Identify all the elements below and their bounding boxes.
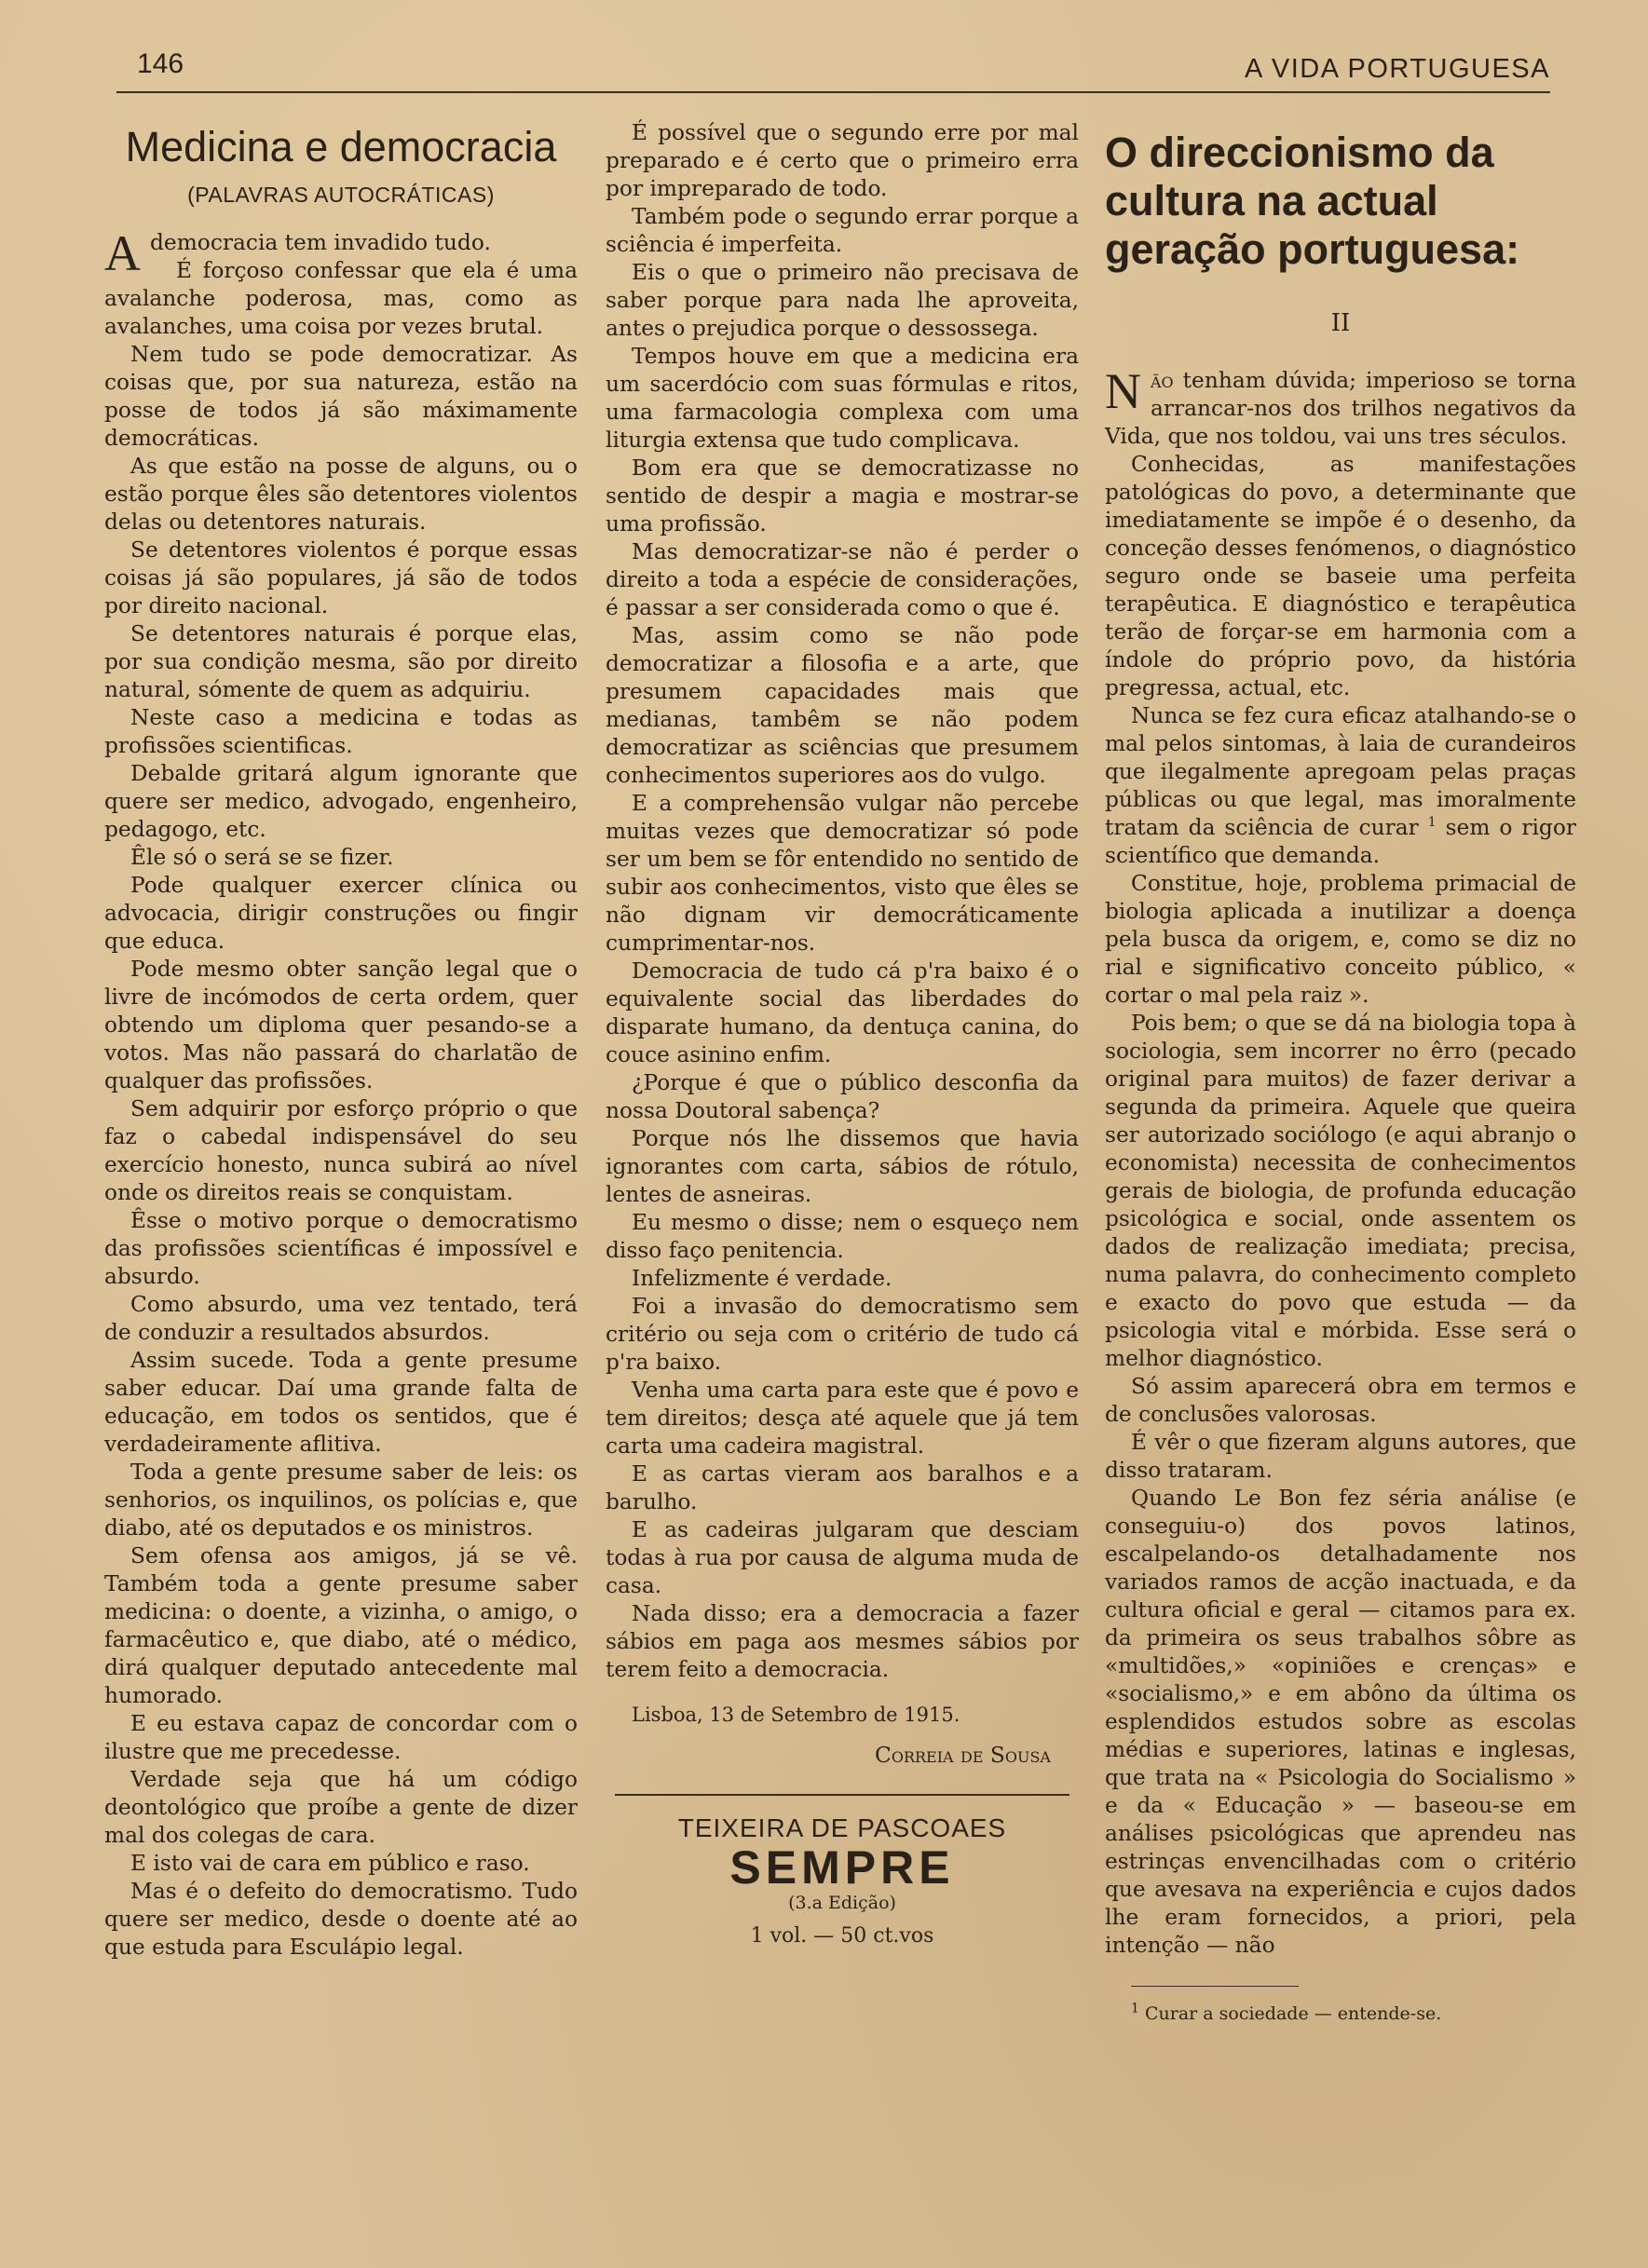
article-title-direccionismo: O direccionismo da cultura na actual geração portuguesa: — [1105, 129, 1520, 273]
column-3 — [1105, 119, 1576, 2028]
paragraph: Conhecidas, as manifestações patológicas do povo, a determinante que imediatamente se impõe é o desenho, da conceção desses fenómenos, o diagnóstico seguro onde se baseie uma perfeita terapêutica. E diagnóstico e terapêutica terão de forçar-se em harmonia com a índole do próprio povo, da história pregressa, actual, etc. — [1105, 452, 1576, 700]
paragraph: Nada disso; era a democracia a fazer sábios em paga aos mesmes sábios por terem feito a democracia. — [606, 1601, 1079, 1682]
book-advert — [606, 1814, 1079, 1950]
paragraph: Infelizmente é verdade. — [632, 1266, 892, 1291]
separator-rule — [615, 1794, 1069, 1796]
dateline: Lisboa, 13 de Setembro de 1915. — [632, 1704, 960, 1726]
paragraph: Também pode o segundo errar porque a sciência é imperfeita. — [606, 204, 1079, 257]
paragraph: É forçoso confessar que ela é uma avalanche poderosa, mas, como as avalanches, uma coisa por vezes brutal. — [104, 258, 578, 339]
footnote-rule — [1131, 1986, 1299, 1987]
paragraph: Mas, assim como se não pode democratizar a filosofia e a arte, que presumem capacidades mais que medianas, tambêm se não podem democratizar as sciências que presumem conhecimentos superiores aos do vulgo. — [606, 623, 1079, 788]
paragraph: Democracia de tudo cá p'ra baixo é o equivalente social das liberdades do disparate humano, da dentuça canina, do couce asinino enfim. — [606, 958, 1079, 1067]
paragraph: Pois bem; o que se dá na biologia topa à sociologia, sem incorrer no êrro (pecado original para muitos) de fazer derivar a segunda da primeira. Aquele que queira ser autorizado sociólogo (e aqui abranjo o economista) necessita de conhecimentos gerais de biologia, de profunda educação psicológica e social, onde assentem os dados de realização imediata; precisa, numa palavra, do conhecimento completo e exacto do povo que estuda — da psicologia vital e mórbida. Esse será o melhor diagnóstico. — [1105, 1011, 1576, 1371]
advert-edition: (3.a Edição) — [788, 1893, 896, 1913]
advert-price: 1 vol. — 50 ct.vos — [750, 1924, 934, 1948]
paragraph: Tempos houve em que a medicina era um sacerdócio com suas fórmulas e ritos, uma farmacologia complexa com uma liturgia extensa que tudo complicava. — [606, 344, 1079, 453]
dropcap: A — [104, 225, 141, 281]
section-number: II — [1330, 309, 1351, 337]
paragraph: É vêr o que fizeram alguns autores, que disso trataram. — [1105, 1430, 1576, 1483]
paragraph: Mas democratizar-se não é perder o direito a toda a espécie de considerações, é passar a ser considerada como o que é. — [606, 539, 1079, 620]
paragraph: Porque nós lhe dissemos que havia ignorantes com carta, sábios de rótulo, lentes de asneiras. — [606, 1126, 1079, 1207]
paragraph: Não tenham dúvida; imperioso se torna arrancar-nos dos trilhos negativos da Vida, que nos toldou, vai uns tres séculos. — [1105, 363, 1576, 449]
paragraph: Só assim aparecerá obra em termos e de conclusões valorosas. — [1105, 1374, 1576, 1427]
paragraph: Verdade seja que há um código deontológico que proíbe a gente de dizer mal dos colegas de cara. — [104, 1767, 578, 1848]
paragraph: Sem ofensa aos amigos, já se vê. Também toda a gente presume saber medicina: o doente, a vizinha, o amigo, o farmacêutico e, que diabo, até o médico, dirá qualquer deputado antecedente mal humorado. — [104, 1543, 578, 1708]
header-rule — [116, 91, 1550, 93]
running-head: A VIDA PORTUGUESA — [1245, 54, 1550, 84]
advert-author: TEIXEIRA DE PASCOAES — [677, 1813, 1007, 1842]
paragraph: Quando Le Bon fez séria análise (e conseguiu-o) dos povos latinos, escalpelando-os detalhadamente nos variados ramos de acção inactuada, e da cultura oficial e geral — citamos para ex. da primeira os seus trabalhos sôbre as «multidões,» «opiniões e crenças» e «socialismo,» e em abôno da última os esplendidos estudos sobre as escolas médias e superiores, latinas e inglesas, que trata na « Psicologia do Socialismo » e da « Educação » — baseou-se em análises psicológicas que aprendeu nas estrinças envencilhadas com o critério que avesava na experiência e cujos dados lhe eram fornecidos, a priori, pela intenção — não — [1105, 1486, 1576, 1958]
paragraph: Nunca se fez cura eficaz atalhando-se o mal pelos sintomas, à laia de curandeiros que ilegalmente apregoam pelas praças públicas ou que legal, mas imoralmente tratam da sciência de curar $^1$ sem o rigor scientífico que demanda. — [1105, 703, 1576, 868]
page-header — [116, 48, 1550, 88]
paragraph: E eu estava capaz de concordar com o ilustre que me precedesse. — [104, 1711, 578, 1764]
dropcap: N — [1105, 363, 1141, 419]
paragraph: Êsse o motivo porque o democratismo das profissões scientíficas é impossível e absurdo. — [104, 1208, 578, 1289]
paragraph: Nem tudo se pode democratizar. As coisas que, por sua natureza, estão na posse de todos já são máximamente democráticas. — [104, 342, 578, 451]
paragraph: As que estão na posse de alguns, ou o estão porque êles são detentores violentos delas ou detentores naturais. — [104, 454, 578, 535]
paragraph: E isto vai de cara em público e raso. — [130, 1851, 530, 1876]
footnote-mark: 1 — [1427, 815, 1437, 831]
paragraph: E a comprehensão vulgar não percebe muitas vezes que democratizar só pode ser um bem se fôr entendido no sentido de subir aos conhecimentos, visto que êles se não dignam vir democráticamente cumprimentar-nos. — [606, 791, 1079, 956]
paragraph: Se detentores violentos é porque essas coisas já são populares, já são de todos por direito nacional. — [104, 537, 578, 618]
column-1 — [104, 119, 578, 1962]
article-title-medicina: Medicina e democracia — [125, 123, 557, 170]
advert-book-title: SEMPRE — [729, 1841, 955, 1894]
paragraph: Eis o que o primeiro não precisava de saber porque para nada lhe aproveita, antes o prejudica porque o dessossega. — [606, 260, 1079, 341]
paragraph: Foi a invasão do democratismo sem critério ou seja com o critério de tudo cá p'ra baixo. — [606, 1294, 1079, 1375]
paragraph: Como absurdo, uma vez tentado, terá de conduzir a resultados absurdos. — [104, 1292, 578, 1345]
paragraph: E as cartas vieram aos baralhos e a barulho. — [606, 1461, 1079, 1514]
paragraph: Ademocracia tem invadido tudo. — [104, 225, 491, 281]
author-signature: Correia de Sousa — [875, 1743, 1051, 1768]
article-subtitle: (PALAVRAS AUTOCRÁTICAS) — [187, 183, 495, 207]
paragraph: Mas é o defeito do democratismo. Tudo quere ser medico, desde o doente até ao que estuda para Esculápio legal. — [104, 1879, 578, 1960]
paragraph: Toda a gente presume saber de leis: os senhorios, os inquilinos, os polícias e, que diabo, até os deputados e os ministros. — [104, 1460, 578, 1541]
footnote: $^1$ Curar a sociedade — entende-se. — [1131, 2001, 1442, 2024]
paragraph: Sem adquirir por esforço próprio o que faz o cabedal indispensável do seu exercício honesto, nunca subirá ao nível onde os direitos reais se conquistam. — [104, 1096, 578, 1205]
paragraph: Constitue, hoje, problema primacial de biologia aplicada a inutilizar a doença pela busca da origem, e, como se diz no rial e significativo conceito público, « cortar o mal pela raiz ». — [1105, 871, 1576, 1008]
paragraph: Êle só o será se se fizer. — [130, 845, 394, 870]
paragraph: Pode qualquer exercer clínica ou advocacia, dirigir construções ou fingir que educa. — [104, 873, 578, 954]
paragraph: ¿Porque é que o público desconfia da nossa Doutoral sabença? — [606, 1070, 1079, 1123]
paragraph: E as cadeiras julgaram que desciam todas à rua por causa de alguma muda de casa. — [606, 1517, 1079, 1598]
paragraph: Pode mesmo obter sanção legal que o livre de incómodos de certa ordem, quer obtendo um diploma quer pesando-se a votos. Mas não passará do charlatão de qualquer das profissões. — [104, 957, 578, 1093]
paragraph: Debalde gritará algum ignorante que quere ser medico, advogado, engenheiro, pedagogo, etc. — [104, 761, 578, 842]
paragraph: Assim sucede. Toda a gente presume saber educar. Daí uma grande falta de educação, em todos os sentidos, que é verdadeiramente aflitiva. — [104, 1348, 578, 1457]
paragraph: É possível que o segundo erre por mal preparado e é certo que o primeiro erra por impreparado de todo. — [606, 120, 1079, 201]
paragraph: Se detentores naturais é porque elas, por sua condição mesma, são por direito natural, sómente de quem as adquiriu. — [104, 621, 578, 702]
paragraph: Venha uma carta para este que é povo e tem direitos; desça até aquele que já tem carta uma cadeira magistral. — [606, 1378, 1079, 1459]
page-number: 146 — [137, 48, 184, 79]
paragraph: Eu mesmo o disse; nem o esqueço nem disso faço penitencia. — [606, 1210, 1079, 1263]
paragraph: Neste caso a medicina e todas as profissões scientificas. — [104, 705, 578, 758]
column-2 — [606, 119, 1079, 1950]
paragraph: Bom era que se democratizasse no sentido de despir a magia e mostrar-se uma profissão. — [606, 455, 1079, 536]
